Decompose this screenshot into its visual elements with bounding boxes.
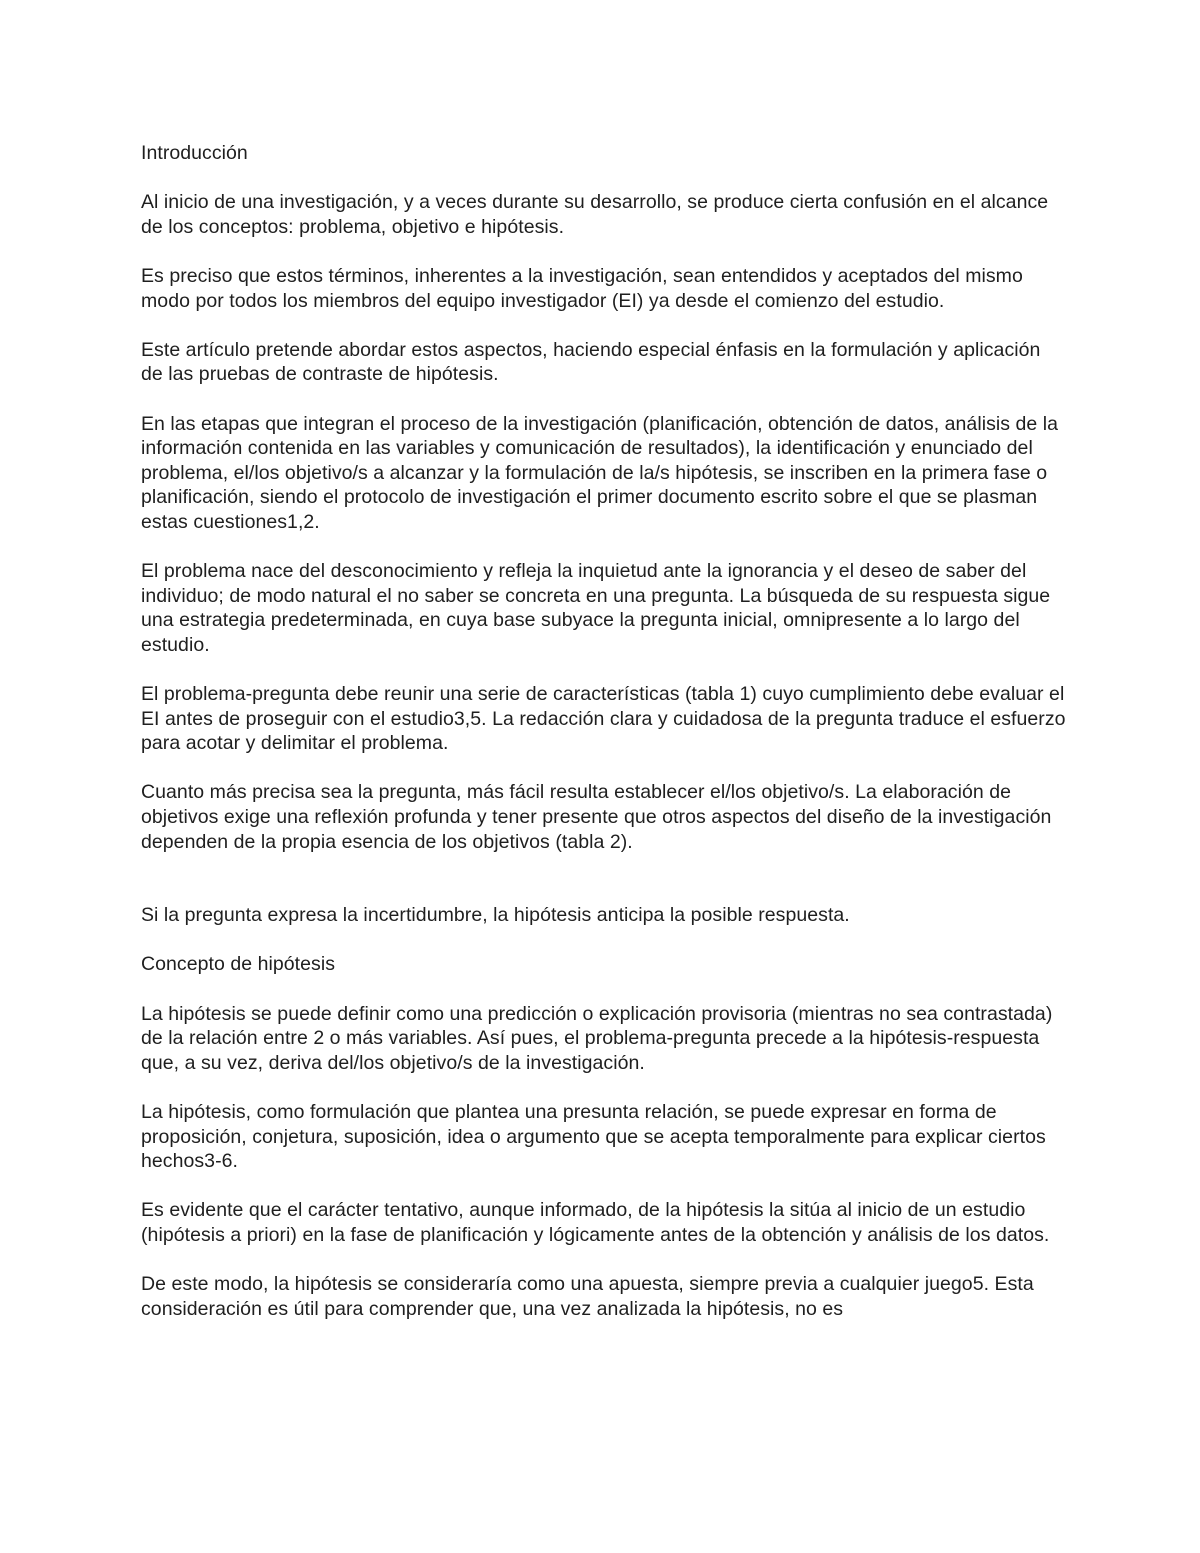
paragraph: Es preciso que estos términos, inherentes a la investigación, sean entendidos y aceptados del mismo modo por todos los miembros del equipo investigador (EI) ya desde el comienzo del estudio. <box>141 264 1023 312</box>
paragraph: De este modo, la hipótesis se consideraría como una apuesta, siempre previa a cualquier juego5. Esta consideración es útil para comprender que, una vez analizada la hipótesis, no es <box>141 1273 1034 1320</box>
paragraph: En las etapas que integran el proceso de la investigación (planificación, obtención de datos, análisis de la información contenida en las variables y comunicación de resultados), la identificación y enunciado del problema, el/los objetivo/s a alcanzar y la formulación de la/s hipótesis, se inscriben en la primera fase o planificación, siendo el protocolo de investigación el primer documento escrito sobre el que se plasman estas cuestiones1,2. <box>141 412 1059 533</box>
paragraph: Este artículo pretende abordar estos aspectos, haciendo especial énfasis en la formulación y aplicación de las pruebas de contraste de hipótesis. <box>141 338 1041 386</box>
section-heading-concepto-de-hipotesis: Concepto de hipótesis <box>141 953 336 976</box>
document-page <box>141 141 1066 1321</box>
paragraph: La hipótesis, como formulación que plantea una presunta relación, se puede expresar en forma de proposición, conjetura, suposición, idea o argumento que se acepta temporalmente para explicar ciertos hechos3-6. <box>141 1100 1046 1173</box>
paragraph: Al inicio de una investigación, y a veces durante su desarrollo, se produce cierta confusión en el alcance de los conceptos: problema, objetivo e hipótesis. <box>141 191 1049 238</box>
paragraph: El problema nace del desconocimiento y refleja la inquietud ante la ignorancia y el deseo de saber del individuo; de modo natural el no saber se concreta en una pregunta. La búsqueda de su respuesta sigue una estrategia predeterminada, en cuya base subyace la pregunta inicial, omnipresente a lo largo del estudio. <box>141 560 1051 656</box>
paragraph: Si la pregunta expresa la incertidumbre, la hipótesis anticipa la posible respuesta. <box>141 904 850 927</box>
section-heading-introduccion: Introducción <box>141 142 248 164</box>
paragraph: El problema-pregunta debe reunir una serie de características (tabla 1) cuyo cumplimiento debe evaluar el EI antes de proseguir con el estudio3,5. La redacción clara y cuidadosa de la pregunta traduce el esfuerzo para acotar y delimitar el problema. <box>141 683 1066 755</box>
paragraph: Cuanto más precisa sea la pregunta, más fácil resulta establecer el/los objetivo/s. La elaboración de objetivos exige una reflexión profunda y tener presente que otros aspectos del diseño de la investigación dependen de la propia esencia de los objetivos (tabla 2). <box>141 781 1052 853</box>
paragraph: Es evidente que el carácter tentativo, aunque informado, de la hipótesis la sitúa al inicio de un estudio (hipótesis a priori) en la fase de planificación y lógicamente antes de la obtención y análisis de los datos. <box>141 1199 1050 1246</box>
paragraph: La hipótesis se puede definir como una predicción o explicación provisoria (mientras no sea contrastada) de la relación entre 2 o más variables. Así pues, el problema-pregunta precede a la hipótesis-respuesta que, a su vez, deriva del/los objetivo/s de la investigación. <box>141 1002 1053 1074</box>
